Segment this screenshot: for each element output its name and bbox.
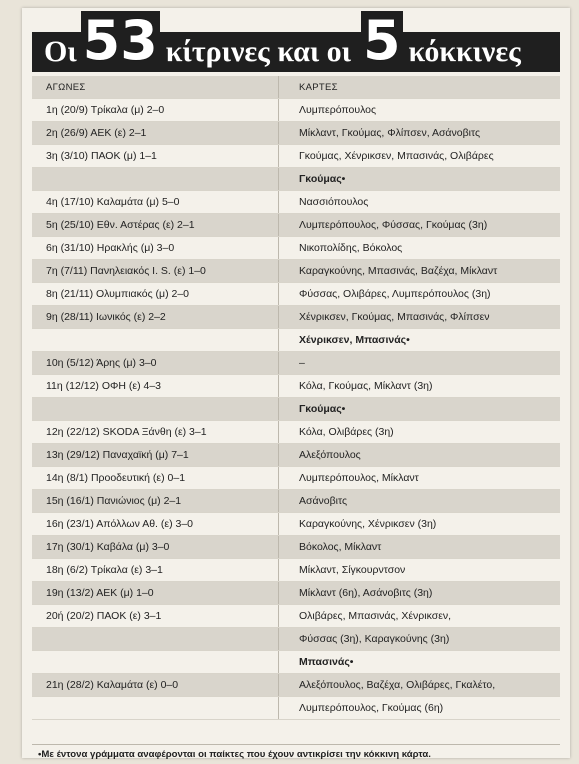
title-word-1: Οι — [44, 35, 77, 68]
table-row — [32, 582, 560, 605]
table-row — [32, 99, 560, 122]
article-sheet — [22, 8, 570, 758]
cards-column-header: ΚΑΡΤΕΣ — [278, 76, 560, 98]
table-row — [32, 352, 560, 375]
table-row — [32, 306, 560, 329]
table-row — [32, 329, 560, 352]
cards-cell: Λυμπερόπουλος, Γκούμας (6η) — [278, 697, 560, 719]
cards-cell: Λυμπερόπουλος, Φύσσας, Γκούμας (3η) — [278, 214, 560, 236]
game-cell: 6η (31/10) Ηρακλής (μ) 3–0 — [46, 242, 175, 254]
cards-cell: – — [278, 352, 560, 374]
game-cell: 20ή (20/2) ΠΑΟΚ (ε) 3–1 — [46, 610, 162, 622]
table-row — [32, 421, 560, 444]
red-card-cell: Γκούμας• — [278, 168, 560, 190]
cards-cell: Αλεξόπουλος, Βαζέχα, Ολιβάρες, Γκαλέτο, — [278, 674, 560, 696]
title-yellow-count: 53 — [82, 9, 158, 72]
table-row — [32, 605, 560, 628]
game-cell: 7η (7/11) Πανηλειακός Ι. S. (ε) 1–0 — [46, 265, 206, 277]
cards-cell: Κόλα, Ολιβάρες (3η) — [278, 421, 560, 443]
games-column-header: ΑΓΩΝΕΣ — [46, 81, 86, 93]
table-row — [32, 536, 560, 559]
table-row — [32, 398, 560, 421]
cards-cell: Νικοπολίδης, Βόκολος — [278, 237, 560, 259]
table-row — [32, 145, 560, 168]
cards-cell: Καραγκούνης, Μπασινάς, Βαζέχα, Μίκλαντ — [278, 260, 560, 282]
table-row — [32, 559, 560, 582]
cards-cell: Ολιβάρες, Μπασινάς, Χένρικσεν, — [278, 605, 560, 627]
game-cell: 19η (13/2) ΑΕΚ (μ) 1–0 — [46, 587, 154, 599]
table-row — [32, 283, 560, 306]
table-row — [32, 513, 560, 536]
game-cell: 18η (6/2) Τρίκαλα (ε) 3–1 — [46, 564, 163, 576]
game-cell: 10η (5/12) Άρης (μ) 3–0 — [46, 357, 157, 369]
title-word-2: κίτρινες και οι — [165, 35, 351, 68]
cards-cell: Καραγκούνης, Χένρικσεν (3η) — [278, 513, 560, 535]
table-row — [32, 191, 560, 214]
footnote: •Με έντονα γράμματα αναφέρονται οι παίκτες που έχουν αντικρίσει την κόκκινη κάρτα. — [32, 744, 560, 764]
game-cell: 1η (20/9) Τρίκαλα (μ) 2–0 — [46, 104, 165, 116]
game-cell: 3η (3/10) ΠΑΟΚ (μ) 1–1 — [46, 150, 157, 162]
table-row — [32, 628, 560, 651]
table-row — [32, 214, 560, 237]
game-cell: 14η (8/1) Προοδευτική (ε) 0–1 — [46, 472, 186, 484]
red-card-cell: Μπασινάς• — [278, 651, 560, 673]
table-row — [32, 375, 560, 398]
cards-cell: Μίκλαντ, Γκούμας, Φλίπσεν, Ασάνοβιτς — [278, 122, 560, 144]
cards-cell: Φύσσας, Ολιβάρες, Λυμπερόπουλος (3η) — [278, 283, 560, 305]
cards-cell: Κόλα, Γκούμας, Μίκλαντ (3η) — [278, 375, 560, 397]
title-red-count: 5 — [362, 9, 401, 72]
game-cell: 11η (12/12) ΟΦΗ (ε) 4–3 — [46, 380, 161, 392]
cards-cell: Λυμπερόπουλος, Μίκλαντ — [278, 467, 560, 489]
title-word-3: κόκκινες — [408, 35, 521, 68]
table-row — [32, 697, 560, 720]
game-cell: 13η (29/12) Παναχαϊκή (μ) 7–1 — [46, 449, 189, 461]
cards-cell: Αλεξόπουλος — [278, 444, 560, 466]
game-cell: 16η (23/1) Απόλλων Αθ. (ε) 3–0 — [46, 518, 194, 530]
table-row — [32, 168, 560, 191]
red-card-cell: Γκούμας• — [278, 398, 560, 420]
red-card-cell: Χένρικσεν, Μπασινάς• — [278, 329, 560, 351]
cards-cell: Χένρικσεν, Γκούμας, Μπασινάς, Φλίπσεν — [278, 306, 560, 328]
game-cell: 5η (25/10) Εθν. Αστέρας (ε) 2–1 — [46, 219, 195, 231]
cards-cell: Νασσιόπουλος — [278, 191, 560, 213]
cards-table — [32, 76, 560, 720]
cards-cell: Ασάνοβιτς — [278, 490, 560, 512]
table-row — [32, 490, 560, 513]
game-cell: 2η (26/9) ΑΕΚ (ε) 2–1 — [46, 127, 147, 139]
title-bar — [32, 9, 560, 72]
game-cell: 4η (17/10) Καλαμάτα (μ) 5–0 — [46, 196, 180, 208]
cards-cell: Γκούμας, Χένρικσεν, Μπασινάς, Ολιβάρες — [278, 145, 560, 167]
game-cell: 15η (16/1) Πανιώνιος (μ) 2–1 — [46, 495, 182, 507]
game-cell: 21η (28/2) Καλαμάτα (ε) 0–0 — [46, 679, 179, 691]
cards-cell: Φύσσας (3η), Καραγκούνης (3η) — [278, 628, 560, 650]
cards-cell: Μίκλαντ, Σίγκουρντσον — [278, 559, 560, 581]
table-row — [32, 260, 560, 283]
cards-cell: Μίκλαντ (6η), Ασάνοβιτς (3η) — [278, 582, 560, 604]
game-cell: 17η (30/1) Καβάλα (μ) 3–0 — [46, 541, 170, 553]
table-header-row — [32, 76, 560, 99]
game-cell: 12η (22/12) SKODA Ξάνθη (ε) 3–1 — [46, 426, 207, 438]
cards-cell: Βόκολος, Μίκλαντ — [278, 536, 560, 558]
cards-cell: Λυμπερόπουλος — [278, 99, 560, 121]
table-row — [32, 674, 560, 697]
game-cell: 8η (21/11) Ολυμπιακός (μ) 2–0 — [46, 288, 190, 300]
table-row — [32, 651, 560, 674]
game-cell: 9η (28/11) Ιωνικός (ε) 2–2 — [46, 311, 166, 323]
table-row — [32, 122, 560, 145]
table-row — [32, 467, 560, 490]
table-row — [32, 237, 560, 260]
table-row — [32, 444, 560, 467]
